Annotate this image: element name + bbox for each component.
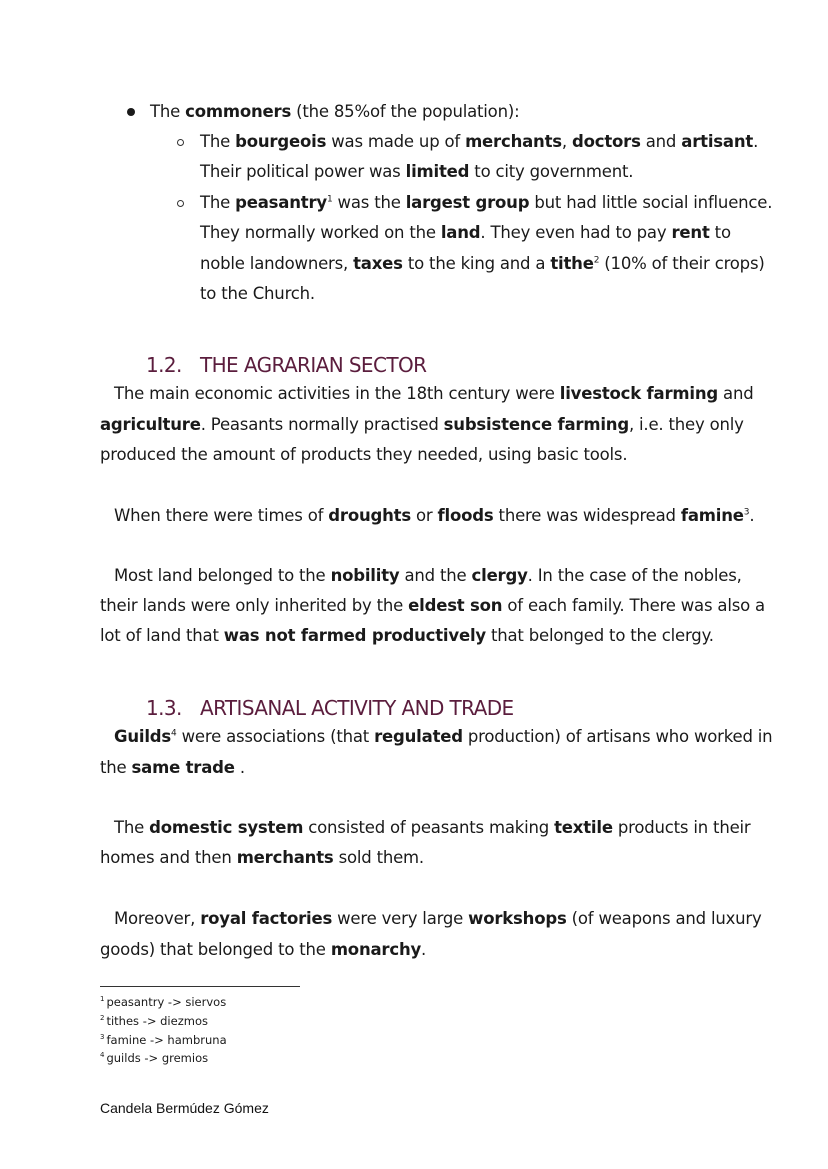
- agrarian-p1-line-1: The main economic activities in the 18th century were livestock farming and: [114, 384, 754, 403]
- agrarian-p2: When there were times of droughts or floods there was widespread famine$^3$.: [114, 506, 755, 525]
- trade-p3-line-2: goods) that belonged to the monarchy.: [100, 940, 427, 959]
- trade-p2-line-2: homes and then merchants sold them.: [100, 848, 424, 867]
- sub-bullet-icon: [177, 139, 184, 146]
- bourgeois-line-2: Their political power was limited to city government.: [200, 162, 634, 181]
- trade-p1-line-1: Guilds$^4$ were associations (that regulated production) of artisans who worked in: [114, 727, 773, 746]
- footnote-1: $^1$ peasantry -> siervos: [100, 995, 227, 1009]
- sub-bullet-icon: [177, 200, 184, 207]
- bourgeois-line-1: The bourgeois was made up of merchants, doctors and artisant.: [200, 132, 759, 151]
- peasantry-line-3: noble landowners, taxes to the king and a tithe$^2$ (10% of their crops): [200, 254, 765, 273]
- trade-p1-line-2: the same trade .: [100, 758, 245, 777]
- peasantry-line-2: They normally worked on the land. They even had to pay rent to: [200, 223, 731, 242]
- section-number: 1.2.: [146, 353, 182, 377]
- commoners-item: The commoners (the 85%of the population):: [150, 102, 520, 121]
- footnote-4: $^4$ guilds -> gremios: [100, 1051, 209, 1065]
- agrarian-p3-line-2: their lands were only inherited by the eldest son of each family. There was also a: [100, 596, 765, 615]
- footnote-divider: [100, 986, 300, 987]
- section-heading-1-3: [146, 694, 514, 722]
- footnote-3: $^3$ famine -> hambruna: [100, 1033, 227, 1047]
- trade-p3-line-1: Moreover, royal factories were very large workshops (of weapons and luxury: [114, 909, 762, 928]
- agrarian-p1-line-3: produced the amount of products they needed, using basic tools.: [100, 445, 628, 464]
- agrarian-p3-line-3: lot of land that was not farmed productively that belonged to the clergy.: [100, 626, 714, 645]
- bullet-icon: [127, 108, 135, 116]
- footer-author: Candela Bermúdez Gómez: [100, 1100, 269, 1116]
- trade-p2-line-1: The domestic system consisted of peasants making textile products in their: [114, 818, 751, 837]
- agrarian-p3-line-1: Most land belonged to the nobility and the clergy. In the case of the nobles,: [114, 566, 742, 585]
- section-heading-1-2: [146, 351, 426, 379]
- peasantry-line-1: The peasantry$^1$ was the largest group but had little social influence.: [200, 193, 773, 212]
- footnote-2: $^2$ tithes -> diezmos: [100, 1014, 208, 1028]
- peasantry-line-4: to the Church.: [200, 284, 315, 303]
- agrarian-p1-line-2: agriculture. Peasants normally practised subsistence farming, i.e. they only: [100, 415, 744, 434]
- section-number: 1.3.: [146, 696, 182, 720]
- section-title: THE AGRARIAN SECTOR: [200, 353, 427, 377]
- section-title: ARTISANAL ACTIVITY AND TRADE: [200, 696, 514, 720]
